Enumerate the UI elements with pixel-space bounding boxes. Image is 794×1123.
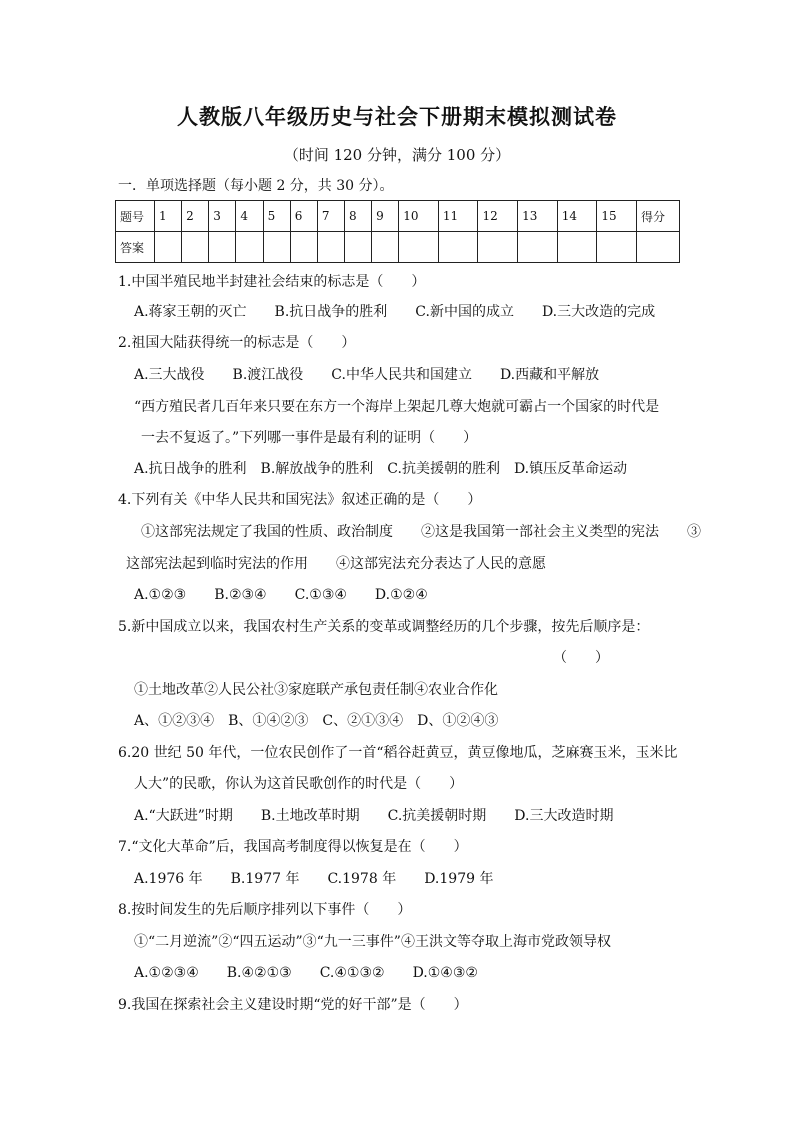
question-9-stem: 9.我国在探索社会主义建设时期“党的好干部”是（ ） xyxy=(118,997,468,1013)
question-4-stem: 4.下列有关《中华人民共和国宪法》叙述正确的是（ ） xyxy=(118,492,482,508)
question-3-options: A.抗日战争的胜利 B.解放战争的胜利 C.抗美援朝的胜利 D.镇压反革命运动 xyxy=(134,461,628,477)
table-cell: 得分 xyxy=(637,201,680,232)
table-cell: 答案 xyxy=(116,232,155,263)
page-title: 人教版八年级历史与社会下册期末模拟测试卷 xyxy=(177,104,617,129)
question-4-line1: ①这部宪法规定了我国的性质、政治制度 ②这是我国第一部社会主义类型的宪法 ③ xyxy=(141,524,701,540)
question-2-stem: 2.祖国大陆获得统一的标志是（ ） xyxy=(118,335,356,351)
question-3-stem-line1: “西方殖民者几百年来只要在东方一个海岸上架起几尊大炮就可霸占一个国家的时代是 xyxy=(134,399,660,415)
table-row-numbers xyxy=(116,201,680,232)
exam-info: （时间 120 分钟，满分 100 分） xyxy=(283,146,511,164)
question-5-options: A、①②③④ B、①④②③ C、②①③④ D、①②④③ xyxy=(134,713,499,729)
question-4-options: A.①②③ B.②③④ C.①③④ D.①②④ xyxy=(134,587,428,603)
answer-cell[interactable] xyxy=(155,232,182,263)
table-cell: 8 xyxy=(344,201,371,232)
question-7-options: A.1976 年 B.1977 年 C.1978 年 D.1979 年 xyxy=(134,871,494,887)
question-6-stem-line1: 6.20 世纪 50 年代，一位农民创作了一首“稻谷赶黄豆，黄豆像地瓜，芝麻赛玉米，玉米比 xyxy=(118,745,678,761)
table-cell: 15 xyxy=(597,201,637,232)
question-6-options: A.“大跃进”时期 B.土地改革时期 C.抗美援朝时期 D.三大改造时期 xyxy=(134,808,614,824)
table-cell: 3 xyxy=(209,201,236,232)
answer-cell[interactable] xyxy=(236,232,263,263)
table-cell: 5 xyxy=(263,201,290,232)
table-cell: 题号 xyxy=(116,201,155,232)
question-5-answer-paren: （ ） xyxy=(553,650,609,666)
answer-cell[interactable] xyxy=(182,232,209,263)
table-cell: 11 xyxy=(438,201,478,232)
question-5-stem: 5.新中国成立以来，我国农村生产关系的变革或调整经历的几个步骤，按先后顺序是： xyxy=(118,619,650,635)
answer-cell[interactable] xyxy=(438,232,478,263)
answer-cell[interactable] xyxy=(317,232,344,263)
question-1-options: A.蒋家王朝的灭亡 B.抗日战争的胜利 C.新中国的成立 D.三大改造的完成 xyxy=(134,304,656,320)
question-6-stem-line2: 人大”的民歌，你认为这首民歌创作的时代是（ ） xyxy=(134,776,464,792)
answer-cell[interactable] xyxy=(518,232,558,263)
question-1-stem: 1.中国半殖民地半封建社会结束的标志是（ ） xyxy=(118,274,426,290)
table-cell: 13 xyxy=(518,201,558,232)
question-7-stem: 7.“文化大革命”后，我国高考制度得以恢复是在（ ） xyxy=(118,839,468,855)
table-cell: 4 xyxy=(236,201,263,232)
answer-cell[interactable] xyxy=(290,232,317,263)
question-2-options: A.三大战役 B.渡江战役 C.中华人民共和国建立 D.西藏和平解放 xyxy=(134,367,600,383)
question-5-items: ①土地改革②人民公社③家庭联产承包责任制④农业合作化 xyxy=(134,682,498,698)
section-heading: 一．单项选择题（每小题 2 分，共 30 分）。 xyxy=(118,178,394,194)
answer-cell[interactable] xyxy=(399,232,439,263)
question-8-items: ①“二月逆流”②“四五运动”③“九一三事件”④王洪文等夺取上海市党政领导权 xyxy=(134,934,611,950)
table-row-answers xyxy=(116,232,680,263)
table-cell: 9 xyxy=(372,201,399,232)
answer-cell[interactable] xyxy=(372,232,399,263)
score-cell[interactable] xyxy=(637,232,680,263)
answer-cell[interactable] xyxy=(557,232,597,263)
table-cell: 14 xyxy=(557,201,597,232)
question-4-line2: 这部宪法起到临时宪法的作用 ④这部宪法充分表达了人民的意愿 xyxy=(126,556,546,572)
answer-cell[interactable] xyxy=(209,232,236,263)
answer-cell[interactable] xyxy=(478,232,518,263)
table-cell: 7 xyxy=(317,201,344,232)
table-cell: 12 xyxy=(478,201,518,232)
answer-table xyxy=(115,200,680,263)
table-cell: 10 xyxy=(399,201,439,232)
answer-cell[interactable] xyxy=(344,232,371,263)
table-cell: 6 xyxy=(290,201,317,232)
answer-cell[interactable] xyxy=(597,232,637,263)
table-cell: 2 xyxy=(182,201,209,232)
question-3-stem-line2: 一去不复返了。”下列哪一事件是最有利的证明（ ） xyxy=(141,430,478,446)
answer-cell[interactable] xyxy=(263,232,290,263)
question-8-options: A.①②③④ B.④②①③ C.④①③② D.①④③② xyxy=(134,965,478,981)
question-8-stem: 8.按时间发生的先后顺序排列以下事件（ ） xyxy=(118,902,412,918)
table-cell: 1 xyxy=(155,201,182,232)
